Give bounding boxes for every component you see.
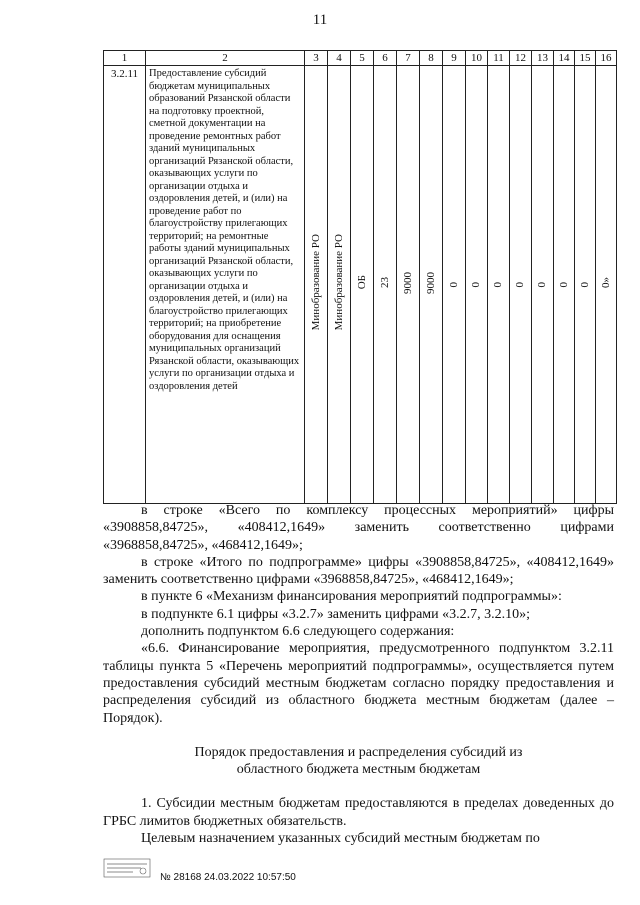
measures-table [103, 50, 617, 504]
value-cell [596, 66, 617, 504]
column-header: 8 [420, 51, 443, 66]
value-text: 0 [470, 281, 482, 287]
registration-stamp-icon [103, 858, 151, 878]
value-cell [466, 66, 488, 504]
value-text: 0 [578, 281, 591, 287]
value-text: 9000 [424, 271, 437, 294]
source-text: ОБ [355, 275, 368, 290]
column-header: 16 [596, 51, 617, 66]
section-heading: Порядок предоставления и распределения субсидий из [194, 744, 523, 760]
value-text: 0 [557, 281, 570, 287]
value-cell [443, 66, 466, 504]
paragraph: дополнить подпунктом 6.6 следующего содержания: [141, 624, 455, 640]
body-text [103, 502, 614, 847]
paragraph: в пункте 6 «Механизм финансирования мероприятий подпрограммы»: [141, 589, 562, 605]
paragraph: в подпункте 6.1 цифры «3.2.7» заменить цифрами «3.2.7, 3.2.10»; [141, 606, 531, 622]
source-cell [351, 66, 374, 504]
column-header: 1 [104, 51, 146, 66]
paragraph: в строке «Итого по подпрограмме» цифры «3908858,84725», «408412,1649» заменить соответственно цифрами «3968858,84725», «468412,1649»; [103, 554, 614, 588]
document-registration-info: № 28168 24.03.2022 10:57:50 [160, 872, 296, 883]
value-cell [575, 66, 596, 504]
value-text: 0 [514, 281, 526, 287]
row-description: Предоставление субсидий бюджетам муниципальных образований Рязанской области на подготовку проектной, сметной документации на проведение ремонтных работ зданий муниципальных организаций Рязанской области, оказывающих услуги по организации отдыха и оздоровления детей, и (или) на проведение работ по благоустройству прилегающих территорий; на ремонтные работы зданий муниципальных организаций Рязанской области, оказывающих услуги по организации отдыха и оздоровления детей, и (или) на благоустройство прилегающих территорий; на приобретение оборудования для оснащения муниципальных организаций Рязанской области, оказывающих услуги по организации отдыха и оздоровления детей [146, 66, 305, 504]
page-number: 11 [312, 12, 328, 28]
responsible-text: Минобразование РО [309, 234, 322, 331]
section-heading: областного бюджета местным бюджетам [236, 762, 481, 778]
paragraph: 1. Субсидии местным бюджетам предоставляются в пределах доведенных до ГРБС лимитов бюджетных обязательств. [103, 796, 614, 829]
paragraph: Целевым назначением указанных субсидий местным бюджетам по [141, 831, 540, 847]
column-header: 14 [554, 51, 575, 66]
column-header: 2 [146, 51, 305, 66]
row-code: 3.2.11 [104, 66, 146, 504]
value-text: 0 [492, 281, 504, 287]
column-header: 6 [374, 51, 397, 66]
column-header: 4 [328, 51, 351, 66]
column-header: 15 [575, 51, 596, 66]
value-cell [397, 66, 420, 504]
column-header: 10 [466, 51, 488, 66]
value-text: 0 [447, 281, 460, 287]
column-header: 12 [510, 51, 532, 66]
value-cell [374, 66, 397, 504]
paragraph: «6.6. Финансирование мероприятия, предусмотренного подпунктом 3.2.11 таблицы пункта 5 «Перечень мероприятий подпрограммы», осуществляется путем предоставления субсидий местным бюджетам согласно порядку предоставления и распределения субсидий из областного бюджета местным бюджетам (далее – Порядок). [103, 641, 614, 726]
responsible-cell [305, 66, 328, 504]
column-header: 3 [305, 51, 328, 66]
value-text: 23 [378, 277, 391, 288]
executor-cell [328, 66, 351, 504]
value-cell [532, 66, 554, 504]
table-row [104, 66, 617, 504]
value-cell [510, 66, 532, 504]
value-cell [554, 66, 575, 504]
column-header: 7 [397, 51, 420, 66]
value-cell [488, 66, 510, 504]
paragraph: в строке «Всего по комплексу процессных мероприятий» цифры «3908858,84725», «408412,1649» заменить соответственно цифрами «3968858,84725», «468412,1649»; [103, 503, 614, 553]
value-text: 0 [536, 281, 548, 287]
value-text: 9000 [401, 271, 414, 294]
executor-text: Минобразование РО [332, 234, 345, 331]
value-cell [420, 66, 443, 504]
column-header: 5 [351, 51, 374, 66]
column-header: 11 [488, 51, 510, 66]
value-text: 0» [599, 277, 612, 288]
column-header: 13 [532, 51, 554, 66]
column-header: 9 [443, 51, 466, 66]
table-header-row [104, 51, 617, 66]
